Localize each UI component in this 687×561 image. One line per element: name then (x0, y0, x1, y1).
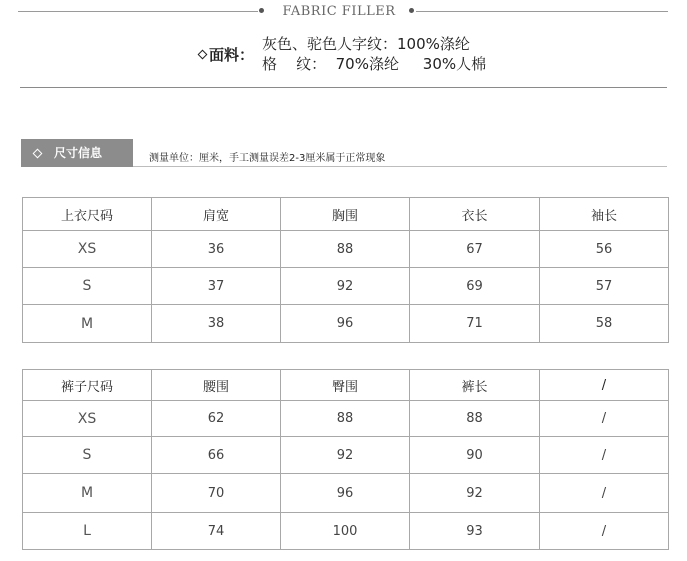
table-cell: 96 (281, 305, 410, 343)
table-cell: 71 (410, 305, 540, 343)
table-cell: 69 (410, 268, 540, 305)
table-cell: 36 (152, 231, 281, 268)
fabric-label: 面料： (209, 46, 255, 64)
header-cell: 上衣尺码 (23, 198, 152, 231)
fabric-line-1: 灰色、驼色人字纹：100%涤纶 (262, 35, 470, 53)
header-dot-right (409, 8, 414, 13)
table-cell: / (540, 474, 669, 513)
pants-size-table (22, 369, 669, 550)
header-dot-left (259, 8, 264, 13)
table-row (23, 474, 669, 513)
top-size-table (22, 197, 669, 343)
table-cell: 93 (410, 513, 540, 550)
diamond-icon (198, 50, 208, 60)
size-info-label: 尺寸信息 (54, 146, 103, 160)
table-cell: 100 (281, 513, 410, 550)
diamond-icon (33, 149, 43, 159)
table-cell: / (540, 401, 669, 437)
header-cell: / (540, 370, 669, 401)
size-cell: S (23, 268, 152, 305)
table-cell: / (540, 437, 669, 474)
size-info-underline (133, 166, 667, 167)
table-cell: / (540, 513, 669, 550)
table-row (23, 305, 669, 343)
table-row (23, 231, 669, 268)
header-cell: 胸围 (281, 198, 410, 231)
size-cell: M (23, 305, 152, 343)
table-header-row (23, 198, 669, 231)
table-cell: 58 (540, 305, 669, 343)
table-cell: 92 (410, 474, 540, 513)
table-header-row (23, 370, 669, 401)
table-cell: 74 (152, 513, 281, 550)
size-cell: S (23, 437, 152, 474)
measurement-note: 测量单位：厘米，手工测量误差2-3厘米属于正常现象 (149, 153, 386, 164)
fabric-line-2: 格 纹： 70%涤纶 30%人棉 (262, 55, 487, 73)
header-rule-left (18, 11, 258, 12)
header-rule-right (416, 11, 668, 12)
table-cell: 56 (540, 231, 669, 268)
header-cell: 袖长 (540, 198, 669, 231)
size-info-tag (21, 139, 133, 167)
table-cell: 88 (410, 401, 540, 437)
size-cell: XS (23, 401, 152, 437)
header-cell: 裤子尺码 (23, 370, 152, 401)
table-cell: 70 (152, 474, 281, 513)
table-cell: 92 (281, 437, 410, 474)
table-cell: 90 (410, 437, 540, 474)
table-cell: 57 (540, 268, 669, 305)
table-row (23, 437, 669, 474)
table-cell: 67 (410, 231, 540, 268)
header-cell: 衣长 (410, 198, 540, 231)
size-cell: XS (23, 231, 152, 268)
table-cell: 62 (152, 401, 281, 437)
table-row (23, 401, 669, 437)
fabric-label-wrap (199, 45, 254, 65)
table-cell: 38 (152, 305, 281, 343)
header-cell: 裤长 (410, 370, 540, 401)
table-cell: 96 (281, 474, 410, 513)
section-divider (20, 87, 667, 88)
table-row (23, 268, 669, 305)
table-cell: 92 (281, 268, 410, 305)
table-cell: 66 (152, 437, 281, 474)
header-cell: 肩宽 (152, 198, 281, 231)
size-cell: L (23, 513, 152, 550)
table-cell: 88 (281, 231, 410, 268)
table-cell: 88 (281, 401, 410, 437)
header-cell: 臀围 (281, 370, 410, 401)
size-cell: M (23, 474, 152, 513)
header-cell: 腰围 (152, 370, 281, 401)
table-cell: 37 (152, 268, 281, 305)
table-row (23, 513, 669, 550)
header-title: FABRIC FILLER (282, 4, 396, 19)
